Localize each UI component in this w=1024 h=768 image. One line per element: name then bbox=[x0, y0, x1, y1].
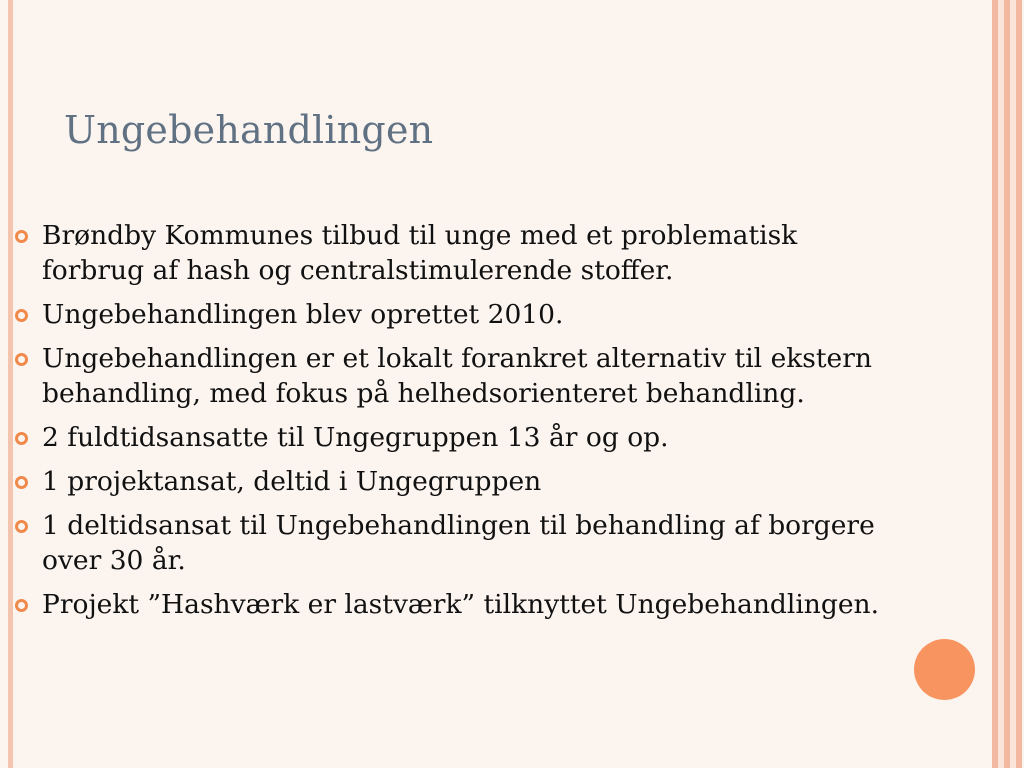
ring-bullet-icon bbox=[15, 309, 28, 322]
ring-bullet-icon bbox=[15, 230, 28, 243]
bullet-item bbox=[14, 508, 904, 578]
ring-bullet-icon bbox=[15, 476, 28, 489]
left-border-stripe bbox=[8, 0, 13, 768]
bullet-item bbox=[14, 464, 904, 499]
bullet-text: Ungebehandlingen er et lokalt forankret alternativ til ekstern behandling, med fokus på helhedsorienteret behandling. bbox=[42, 343, 872, 409]
bullet-text: 1 deltidsansat til Ungebehandlingen til behandling af borgere over 30 år. bbox=[42, 510, 875, 576]
bullet-text: 2 fuldtidsansatte til Ungegruppen 13 år og op. bbox=[42, 422, 669, 453]
slide-title: Ungebehandlingen bbox=[64, 108, 434, 152]
bullet-text: Ungebehandlingen blev oprettet 2010. bbox=[42, 299, 564, 330]
ring-bullet-icon bbox=[15, 432, 28, 445]
decorative-circle bbox=[914, 639, 975, 700]
bullet-list bbox=[14, 218, 904, 631]
ring-bullet-icon bbox=[15, 599, 28, 612]
bullet-text: 1 projektansat, deltid i Ungegruppen bbox=[42, 466, 542, 497]
bullet-item bbox=[14, 587, 904, 622]
ring-bullet-icon bbox=[15, 353, 28, 366]
bullet-item bbox=[14, 341, 904, 411]
right-border-stripes bbox=[984, 0, 1024, 768]
bullet-text: Brøndby Kommunes tilbud til unge med et problematisk forbrug af hash og centralstimulerende stoffer. bbox=[42, 220, 798, 286]
bullet-item bbox=[14, 297, 904, 332]
ring-bullet-icon bbox=[15, 520, 28, 533]
bullet-item bbox=[14, 420, 904, 455]
bullet-text: Projekt ”Hashværk er lastværk” tilknyttet Ungebehandlingen. bbox=[42, 589, 880, 620]
bullet-item bbox=[14, 218, 904, 288]
